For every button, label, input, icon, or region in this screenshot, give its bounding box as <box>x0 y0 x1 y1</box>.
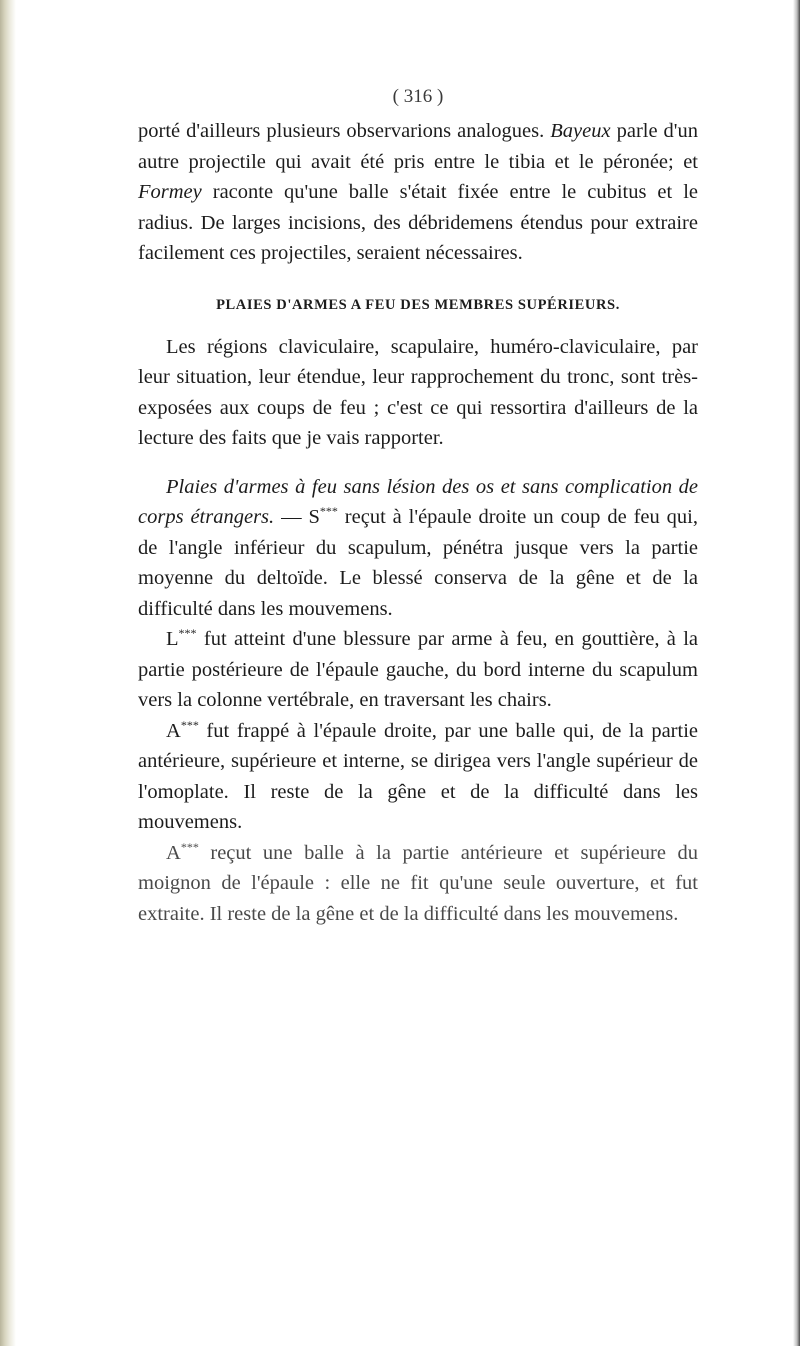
patient-stars: *** <box>180 717 199 732</box>
section-heading: PLAIES D'ARMES A FEU DES MEMBRES SUPÉRIEURS. <box>216 296 620 313</box>
patient-stars: *** <box>178 626 197 641</box>
paragraph-case-s <box>138 472 698 625</box>
author-name-formey: Formey <box>138 181 202 203</box>
case-text: reçut une balle à la partie antérieure et supérieure du moignon de l'épaule : elle ne fit qu'une seule ouverture, et fut extraite. Il reste de la gêne et de la difficulté dans les mouvemens. <box>138 841 698 925</box>
patient-initial: A <box>166 719 181 742</box>
paragraph-case-l <box>138 624 698 716</box>
paragraph-observations <box>138 116 698 269</box>
patient-initial: S <box>308 506 320 528</box>
paragraph-case-a2 <box>138 838 698 930</box>
patient-initial: A <box>166 841 181 864</box>
paragraph-intro: Les régions claviculaire, scapulaire, huméro-claviculaire, par leur situation, leur étendue, leur rapprochement du tronc, sont très-exposées aux coups de feu ; c'est ce qui ressortira d'ailleurs de la lecture des faits que je vais rapporter. <box>138 335 698 449</box>
subsection-title: Plaies d'armes à feu sans lésion des os et sans complication de corps étrangers. <box>138 475 698 528</box>
paragraph-text: porté d'ailleurs plusieurs observarions analogues. <box>138 120 551 142</box>
patient-stars: *** <box>180 839 199 854</box>
patient-stars: *** <box>319 504 338 519</box>
case-text: fut atteint d'une blessure par arme à feu, en gouttière, à la partie postérieure de l'épaule gauche, du bord interne du scapulum vers la colonne vertébrale, en traversant les chairs. <box>138 628 698 711</box>
paragraph-text: raconte qu'une balle s'était fixée entre le cubitus et le radius. De larges incisions, des débridemens étendus pour extraire facilement ces projectiles, seraient nécessaires. <box>138 181 698 264</box>
dash: — <box>274 506 309 528</box>
book-page <box>138 86 698 929</box>
paragraph-gap <box>138 454 698 472</box>
case-text: reçut à l'épaule droite un coup de feu qui, de l'angle inférieur du scapulum, pénétra jusque vers la partie moyenne du deltoïde. Le blessé conserva de la gêne et de la difficulté dans les mouvemens. <box>138 506 698 620</box>
case-text: fut frappé à l'épaule droite, par une balle qui, de la partie antérieure, supérieure et interne, se dirigea vers l'angle supérieur de l'omoplate. Il reste de la gêne et de la difficulté dans les mouvemens. <box>138 719 698 833</box>
paragraph-text: parle d'un autre projectile qui avait été pris entre le tibia et le péronée; et <box>138 120 698 173</box>
patient-initial: L <box>166 628 179 650</box>
page-edge-shadow <box>793 0 800 1346</box>
paragraph-case-a1 <box>138 716 698 838</box>
author-name-bayeux: Bayeux <box>550 120 611 142</box>
page-number: ( 316 ) <box>392 86 444 107</box>
book-spine-shadow <box>0 0 16 1346</box>
